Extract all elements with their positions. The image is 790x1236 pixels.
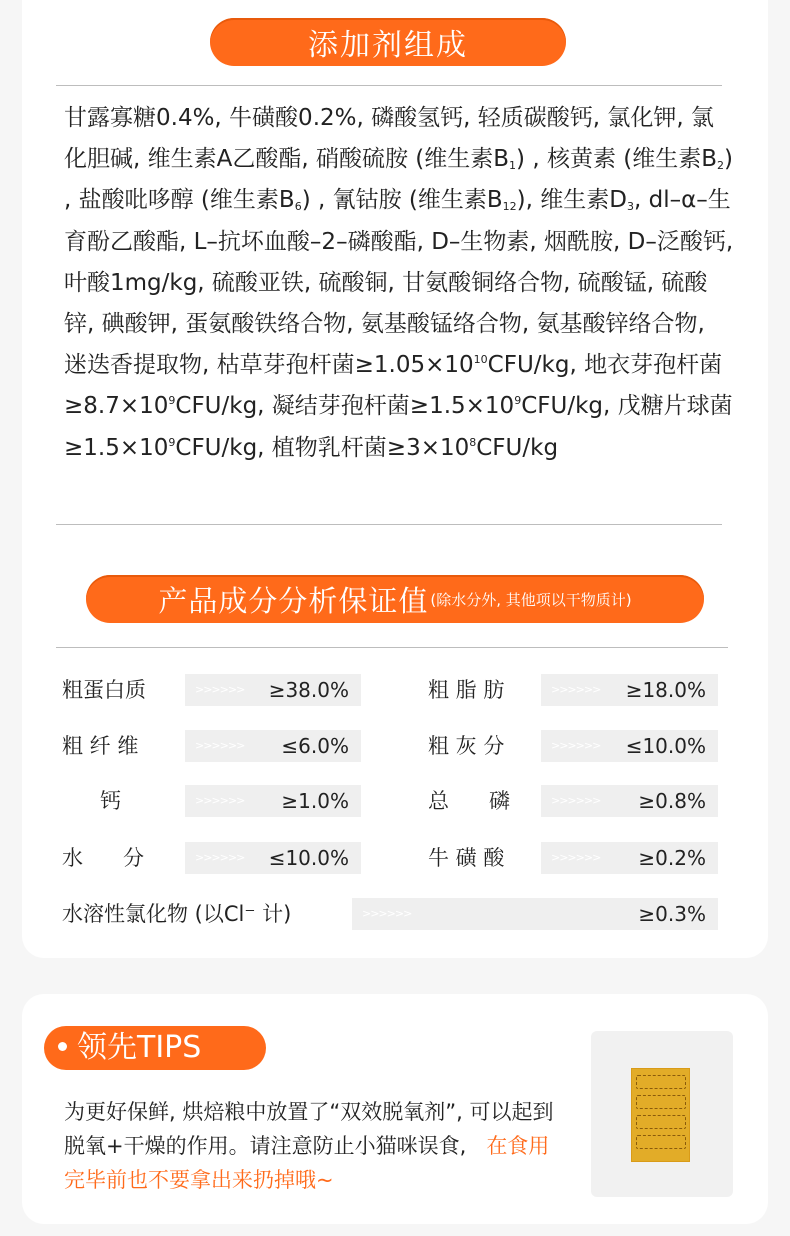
subscript: 1 — [509, 159, 517, 173]
nutrient-value: ≥38.0% — [268, 678, 349, 702]
nutrient-label: 牛 磺 酸 — [428, 846, 505, 870]
exponent: 8 — [469, 435, 477, 449]
chloride-value: ≥0.3% — [638, 902, 706, 926]
tips-body: 为更好保鲜, 烘焙粮中放置了“双效脱氧剂”, 可以起到脱氧+干燥的作用。请注意防止小猫咪误食, — [64, 1100, 554, 1158]
ingredients-text: CFU/kg, 植物乳杆菌≥3×10 — [175, 434, 470, 461]
packet-print-icon — [636, 1095, 686, 1109]
nutrient-value-box — [541, 785, 718, 817]
ingredients-text: CFU/kg, 戊糖片球菌≥1.5×10 — [64, 393, 733, 461]
analysis-subtitle: (除水分外, 其他项以干物质计) — [430, 590, 632, 609]
nutrient-value-box — [185, 785, 361, 817]
analysis-title-pill — [86, 575, 704, 623]
oxygen-absorber-packet-icon — [631, 1068, 690, 1162]
chevrons-icon: >>>>>> — [195, 683, 245, 696]
packet-print-icon — [636, 1115, 686, 1129]
nutrient-label: 粗 脂 肪 — [428, 678, 505, 702]
chevrons-icon: >>>>>> — [195, 794, 245, 807]
exponent: 9 — [168, 394, 176, 408]
divider — [56, 85, 722, 86]
ingredients-text: ) , 盐酸吡哆醇 (维生素B — [64, 146, 734, 214]
ingredients-list — [64, 98, 734, 469]
subscript: 3 — [626, 200, 634, 214]
nutrient-value-box — [541, 842, 718, 874]
additives-title-pill — [210, 18, 566, 66]
tips-title: 领先TIPS — [77, 1030, 202, 1065]
divider — [56, 647, 728, 648]
nutrient-label: 粗蛋白质 — [62, 678, 146, 702]
nutrient-value: ≤6.0% — [281, 734, 349, 758]
chloride-value-box — [352, 898, 718, 930]
nutrient-value: ≥18.0% — [625, 678, 706, 702]
ingredients-text: CFU/kg, 地衣芽孢杆菌≥8.7×10 — [64, 352, 723, 420]
nutrient-value: ≥1.0% — [281, 789, 349, 813]
tips-title-pill — [44, 1026, 266, 1070]
subscript: 2 — [717, 159, 725, 173]
nutrient-value: ≥0.8% — [638, 789, 706, 813]
exponent: 9 — [514, 394, 522, 408]
nutrient-label: 总 磷 — [428, 789, 511, 813]
ingredients-text: ), 维生素D — [516, 187, 627, 214]
additives-title: 添加剂组成 — [308, 28, 468, 63]
nutrient-value: ≥0.2% — [638, 846, 706, 870]
nutrient-value-box — [185, 842, 361, 874]
ingredients-text: ) , 核黄素 (维生素B — [516, 146, 718, 173]
packet-print-icon — [636, 1075, 686, 1089]
nutrient-value-box — [185, 730, 361, 762]
bullet-dot-icon — [58, 1042, 67, 1051]
exponent: 9 — [168, 435, 176, 449]
packet-print-icon — [636, 1135, 686, 1149]
chevrons-icon: >>>>>> — [195, 739, 245, 752]
nutrient-value: ≤10.0% — [625, 734, 706, 758]
nutrient-value-box — [541, 730, 718, 762]
exponent: 10 — [473, 353, 488, 367]
ingredients-text: CFU/kg — [476, 434, 559, 461]
nutrient-value: ≤10.0% — [268, 846, 349, 870]
ingredients-text: CFU/kg, 凝结芽孢杆菌≥1.5×10 — [175, 393, 515, 420]
chevrons-icon: >>>>>> — [551, 851, 601, 864]
nutrient-label: 钙 — [100, 789, 121, 813]
chevrons-icon: >>>>>> — [195, 851, 245, 864]
chloride-label: 水溶性氯化物 (以Cl⁻ 计) — [62, 902, 292, 926]
ingredients-text: ) , 氰钴胺 (维生素B — [301, 187, 503, 214]
tips-text — [64, 1095, 564, 1197]
tips-highlight: 在食用完毕前也不要拿出来扔掉哦~ — [64, 1134, 550, 1192]
analysis-title: 产品成分分析保证值 — [158, 583, 429, 618]
ingredients-text: , dl–α–生育酚乙酸酯, L–抗坏血酸–2–磷酸酯, D–生物素, 烟酰胺, D–泛酸钙, 叶酸1mg/kg, 硫酸亚铁, 硫酸铜, 甘氨酸铜络合物, 硫酸锰, 硫酸锌, 碘酸钾, 蛋氨酸铁络合物, 氨基酸锰络合物, 氨基酸锌络合物, 迷迭香提取物, 枯草芽孢杆菌≥1.05×10 — [64, 187, 734, 379]
nutrient-label: 粗 灰 分 — [428, 734, 505, 758]
nutrient-label: 粗 纤 维 — [62, 734, 139, 758]
nutrient-value-box — [541, 674, 718, 706]
nutrient-label: 水 分 — [62, 846, 145, 870]
chevrons-icon: >>>>>> — [551, 683, 601, 696]
subscript: 6 — [294, 200, 302, 214]
subscript: 12 — [502, 200, 517, 214]
divider — [56, 524, 722, 525]
chevrons-icon: >>>>>> — [551, 794, 601, 807]
chevrons-icon: >>>>>> — [551, 739, 601, 752]
ingredients-text: 甘露寡糖0.4%, 牛磺酸0.2%, 磷酸氢钙, 轻质碳酸钙, 氯化钾, 氯化胆碱, 维生素A乙酸酯, 硝酸硫胺 (维生素B — [64, 105, 714, 173]
chevrons-icon: >>>>>> — [362, 907, 412, 920]
nutrient-value-box — [185, 674, 361, 706]
